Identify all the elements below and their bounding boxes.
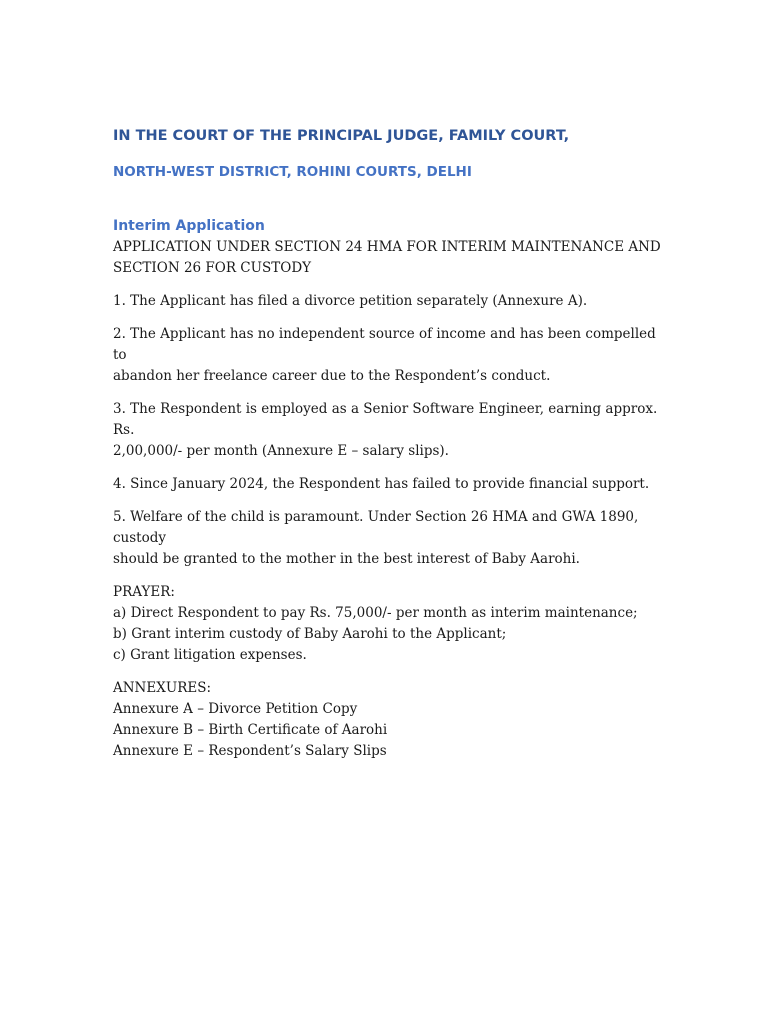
paragraph-line: should be granted to the mother in the best interest of Baby Aarohi. — [113, 551, 580, 567]
prayer-section — [113, 582, 663, 666]
paragraph-line: 1. The Applicant has filed a divorce petition separately (Annexure A). — [113, 293, 588, 309]
paragraph-line: 2. The Applicant has no independent source of income and has been compelled to — [113, 326, 656, 363]
prayer-item: c) Grant litigation expenses. — [113, 647, 307, 663]
paragraph-line: 3. The Respondent is employed as a Senior Software Engineer, earning approx. Rs. — [113, 401, 658, 438]
annexure-item: Annexure A – Divorce Petition Copy — [113, 701, 358, 717]
paragraph-line: abandon her freelance career due to the Respondent’s conduct. — [113, 368, 551, 384]
prayer-item: b) Grant interim custody of Baby Aarohi to the Applicant; — [113, 626, 507, 642]
paragraph-3 — [113, 399, 663, 462]
paragraph-5 — [113, 507, 663, 570]
annexures-heading: ANNEXURES: — [113, 680, 212, 696]
prayer-heading: PRAYER: — [113, 584, 175, 600]
annexures-section — [113, 678, 663, 762]
court-title: IN THE COURT OF THE PRINCIPAL JUDGE, FAMILY COURT, — [113, 128, 570, 144]
document-body — [113, 124, 663, 762]
paragraph-line: 5. Welfare of the child is paramount. Under Section 26 HMA and GWA 1890, custody — [113, 509, 639, 546]
application-subject — [113, 237, 663, 279]
annexure-item: Annexure E – Respondent’s Salary Slips — [113, 743, 387, 759]
court-location: NORTH-WEST DISTRICT, ROHINI COURTS, DELHI — [113, 164, 472, 180]
paragraph-1 — [113, 291, 663, 312]
paragraph-2 — [113, 324, 663, 387]
annexure-item: Annexure B – Birth Certificate of Aarohi — [113, 722, 388, 738]
paragraph-line: 2,00,000/- per month (Annexure E – salary slips). — [113, 443, 449, 459]
paragraph-line: 4. Since January 2024, the Respondent has failed to provide financial support. — [113, 476, 650, 492]
paragraph-4 — [113, 474, 663, 495]
section-heading: Interim Application — [113, 218, 265, 234]
subject-line: APPLICATION UNDER SECTION 24 HMA FOR INTERIM MAINTENANCE AND — [113, 239, 661, 255]
subject-line: SECTION 26 FOR CUSTODY — [113, 260, 312, 276]
prayer-item: a) Direct Respondent to pay Rs. 75,000/- per month as interim maintenance; — [113, 605, 638, 621]
